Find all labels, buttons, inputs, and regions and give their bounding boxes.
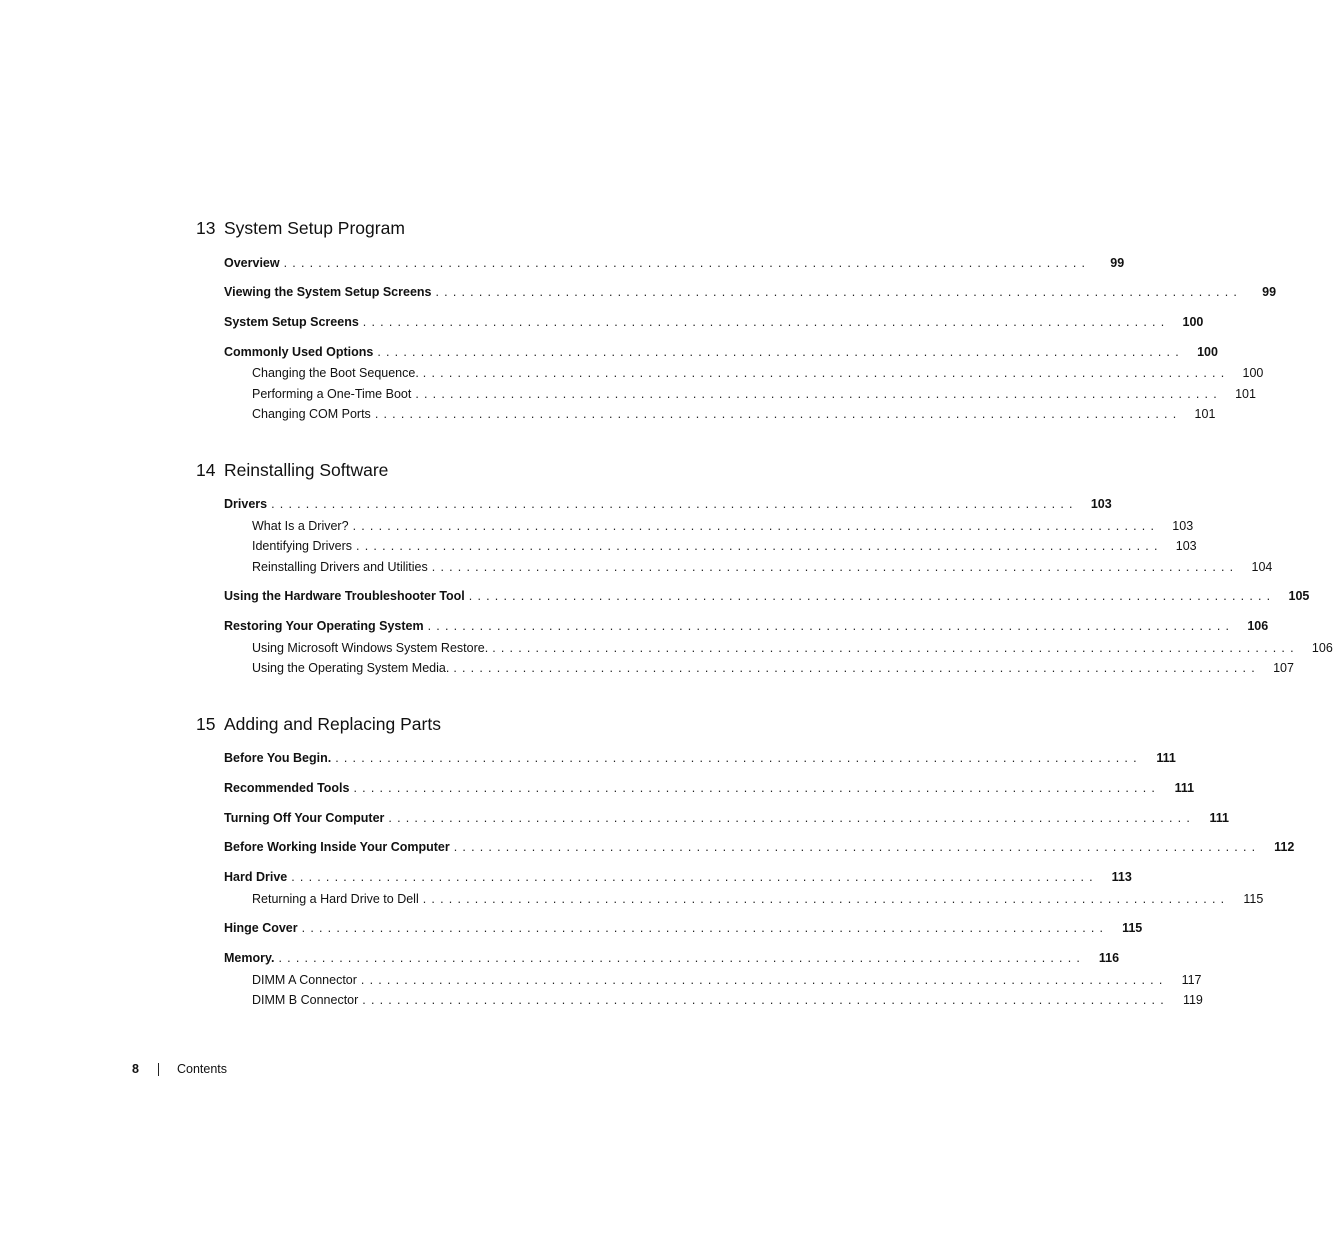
dot-leader: ............................................................................................. — [453, 840, 1261, 854]
dot-leader: ............................................................................................. — [377, 345, 1184, 359]
toc-entry-title: Using the Operating System Media. — [252, 661, 450, 675]
chapter-number: 14 — [196, 460, 216, 480]
toc-entry-page: 100 — [1197, 345, 1218, 359]
toc-entry-before-working-inside[interactable] — [224, 839, 1295, 855]
toc-entry-page: 99 — [1110, 256, 1125, 270]
chapter-heading — [196, 460, 686, 488]
toc-entry-page: 103 — [1175, 539, 1197, 553]
toc-entry-page: 106 — [1247, 619, 1269, 633]
chapter-heading — [196, 714, 686, 742]
toc-entry-title: Turning Off Your Computer — [224, 811, 385, 825]
dot-leader: ............................................................................................. — [453, 661, 1260, 675]
toc-entry-recommended-tools[interactable] — [224, 780, 1195, 796]
toc-entry-title: DIMM A Connector — [252, 973, 357, 987]
toc-entry-title: Changing the Boot Sequence. — [252, 366, 419, 380]
dot-leader: ............................................................................................. — [422, 366, 1230, 380]
toc-entry-system-setup-screens[interactable] — [224, 314, 1204, 330]
chapter-13 — [196, 218, 1277, 428]
dot-leader: ............................................................................................. — [468, 589, 1276, 603]
toc-entry-page: 115 — [1122, 921, 1143, 935]
toc-entry-page: 105 — [1288, 589, 1310, 603]
toc-entry-title: Drivers — [224, 497, 268, 511]
toc-entry-before-you-begin[interactable] — [224, 750, 1176, 766]
chapter-title: Adding and Replacing Parts — [224, 714, 441, 734]
toc-entry-title: Returning a Hard Drive to Dell — [252, 892, 419, 906]
toc-entry-page: 100 — [1242, 366, 1264, 380]
toc-entry-page: 116 — [1098, 951, 1120, 965]
toc-entry-dimm-b-connector[interactable] — [252, 992, 1203, 1008]
dot-leader: ............................................................................................. — [291, 870, 1098, 884]
toc-entry-commonly-used-options[interactable] — [224, 344, 1218, 360]
toc-entry-hinge-cover[interactable] — [224, 920, 1143, 936]
footer-label: Contents — [177, 1062, 228, 1076]
toc-entry-title: DIMM B Connector — [252, 993, 359, 1007]
toc-entry-title: Restoring Your Operating System — [224, 619, 424, 633]
toc-entry-overview[interactable] — [224, 255, 1125, 271]
dot-leader: ............................................................................................. — [415, 387, 1222, 401]
chapter-14 — [196, 460, 1333, 680]
toc-entry-title: Hard Drive — [224, 870, 288, 884]
toc-entry-restoring-operating-system[interactable] — [224, 618, 1269, 634]
chapter-15 — [196, 714, 1295, 1014]
toc-entry-title: Hinge Cover — [224, 921, 298, 935]
toc-entry-drivers[interactable] — [224, 496, 1112, 512]
dot-leader: ............................................................................................. — [388, 811, 1195, 825]
dot-leader: ............................................................................................. — [283, 256, 1091, 270]
toc-entry-viewing-system-setup-screens[interactable] — [224, 284, 1277, 300]
toc-entry-memory[interactable] — [224, 950, 1120, 966]
toc-entry-one-time-boot[interactable] — [252, 386, 1256, 402]
toc-entry-title: Using Microsoft Windows System Restore. — [252, 641, 489, 655]
toc-entry-page: 104 — [1251, 560, 1273, 574]
toc-entry-title: Performing a One-Time Boot — [252, 387, 412, 401]
dot-leader: ............................................................................................. — [374, 407, 1182, 421]
dot-leader: ............................................................................................. — [353, 781, 1161, 795]
chapter-title: System Setup Program — [224, 218, 405, 238]
toc-entry-title: Identifying Drivers — [252, 539, 353, 553]
toc-entry-title: Reinstalling Drivers and Utilities — [252, 560, 428, 574]
dot-leader: ............................................................................................. — [427, 619, 1235, 633]
toc-entry-reinstalling-drivers[interactable] — [252, 559, 1273, 575]
toc-entry-hardware-troubleshooter[interactable] — [224, 588, 1310, 604]
toc-entry-windows-system-restore[interactable] — [252, 640, 1333, 656]
dot-leader: ............................................................................................. — [431, 560, 1239, 574]
toc-entry-title: Before You Begin. — [224, 751, 332, 765]
dot-leader: ............................................................................................. — [362, 993, 1169, 1007]
dot-leader: ............................................................................................. — [422, 892, 1230, 906]
toc-entry-title: What Is a Driver? — [252, 519, 349, 533]
toc-entry-title: Memory. — [224, 951, 275, 965]
toc-entry-title: Overview — [224, 256, 280, 270]
dot-leader: ............................................................................................. — [301, 921, 1109, 935]
chapter-heading — [196, 218, 686, 246]
toc-entry-title: Commonly Used Options — [224, 345, 374, 359]
toc-entry-title: Using the Hardware Troubleshooter Tool — [224, 589, 465, 603]
toc-entry-title: System Setup Screens — [224, 315, 359, 329]
toc-entry-page: 111 — [1209, 811, 1229, 825]
dot-leader: ............................................................................................. — [356, 539, 1163, 553]
toc-entry-changing-com-ports[interactable] — [252, 406, 1216, 422]
toc-entry-page: 113 — [1111, 870, 1132, 884]
toc-entry-page: 100 — [1182, 315, 1204, 329]
toc-entry-page: 99 — [1262, 285, 1277, 299]
toc-entry-title: Changing COM Ports — [252, 407, 371, 421]
dot-leader: ............................................................................................. — [335, 751, 1142, 765]
page-footer — [132, 1062, 227, 1076]
dot-leader: ............................................................................................. — [271, 497, 1078, 511]
toc-entry-page: 101 — [1194, 407, 1216, 421]
toc-entry-title: Recommended Tools — [224, 781, 350, 795]
toc-entry-changing-boot-sequence[interactable] — [252, 365, 1264, 381]
dot-leader: ............................................................................................. — [362, 315, 1170, 329]
toc-entry-title: Before Working Inside Your Computer — [224, 840, 450, 854]
dot-leader: ............................................................................................. — [278, 951, 1086, 965]
dot-leader: ............................................................................................. — [352, 519, 1160, 533]
toc-entry-page: 103 — [1172, 519, 1194, 533]
toc-entry-page: 103 — [1090, 497, 1112, 511]
toc-entry-page: 119 — [1182, 993, 1203, 1007]
toc-entry-page: 107 — [1273, 661, 1294, 675]
toc-entry-page: 106 — [1311, 641, 1333, 655]
toc-entry-page: 101 — [1235, 387, 1256, 401]
toc-entry-page: 117 — [1181, 973, 1202, 987]
chapter-number: 15 — [196, 714, 216, 734]
dot-leader: ............................................................................................. — [360, 973, 1168, 987]
toc-entry-hard-drive[interactable] — [224, 869, 1132, 885]
footer-divider — [158, 1063, 159, 1076]
toc-entry-returning-hard-drive[interactable] — [252, 891, 1264, 907]
dot-leader: ............................................................................................. — [435, 285, 1243, 299]
toc-entry-page: 115 — [1243, 892, 1264, 906]
chapter-title: Reinstalling Software — [224, 460, 389, 480]
chapter-number: 13 — [196, 218, 216, 238]
toc-entry-dimm-a-connector[interactable] — [252, 972, 1202, 988]
toc-entry-page: 111 — [1174, 781, 1195, 795]
dot-leader: ............................................................................................. — [492, 641, 1299, 655]
toc-entry-what-is-a-driver[interactable] — [252, 518, 1194, 534]
toc-entry-page: 112 — [1274, 840, 1295, 854]
toc-entry-identifying-drivers[interactable] — [252, 538, 1197, 554]
toc-entry-title: Viewing the System Setup Screens — [224, 285, 432, 299]
footer-page-number: 8 — [132, 1062, 139, 1076]
toc-entry-turning-off-computer[interactable] — [224, 810, 1229, 826]
toc-entry-page: 111 — [1156, 751, 1176, 765]
toc-entry-operating-system-media[interactable] — [252, 660, 1294, 676]
